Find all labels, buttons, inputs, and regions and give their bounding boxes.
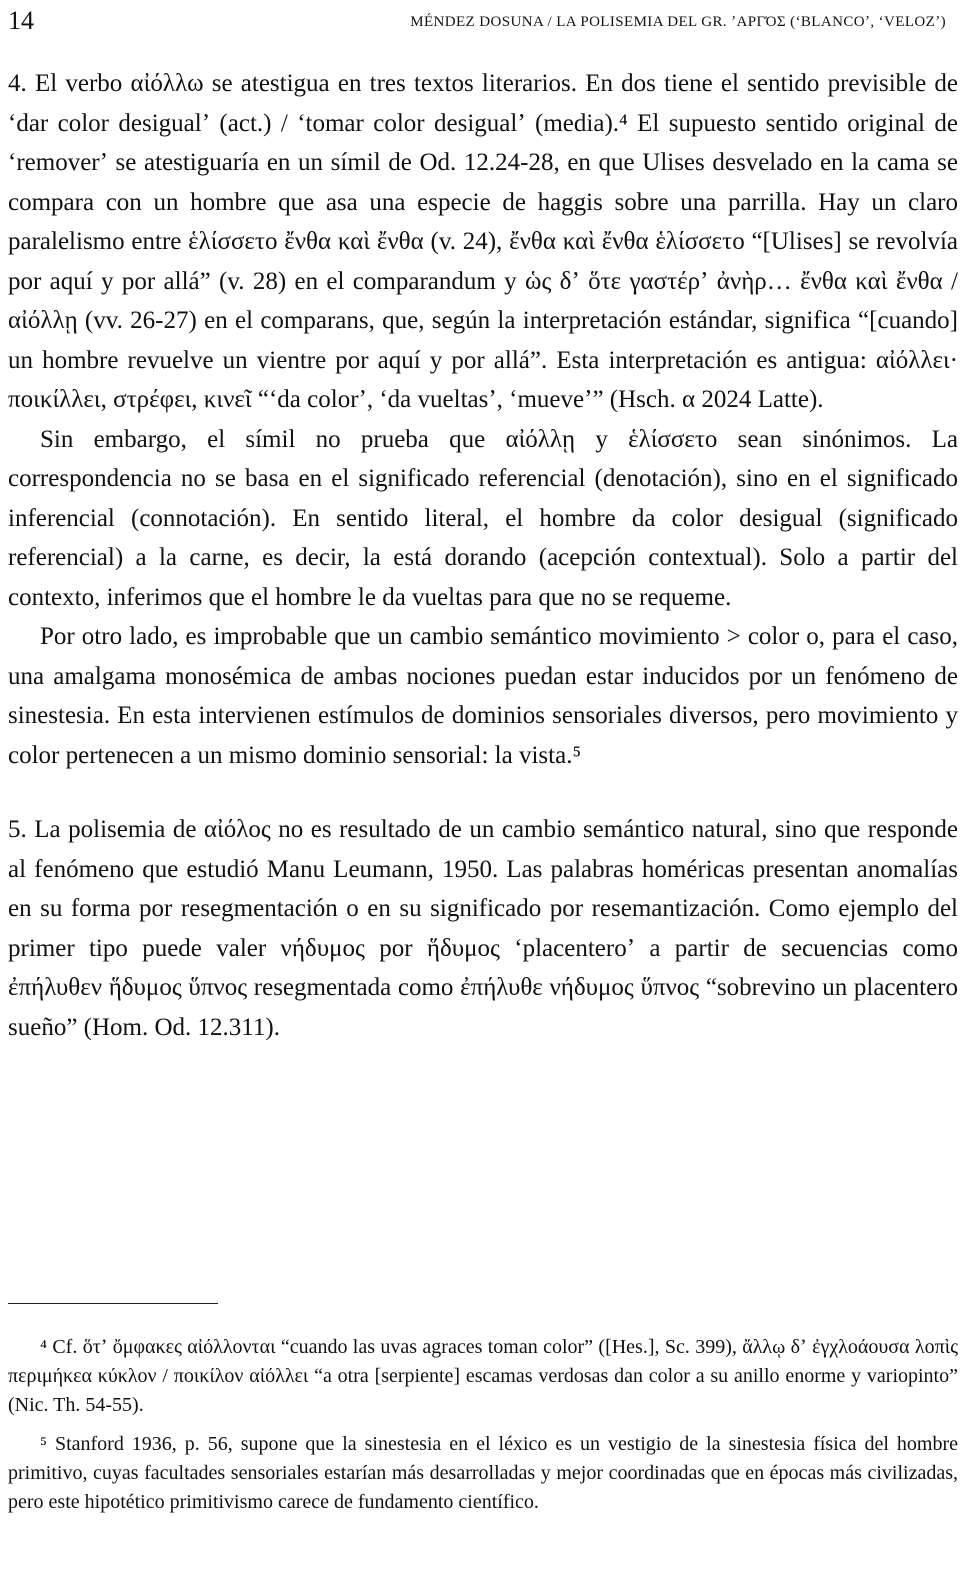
paragraph-section-4: 4. El verbo αἰόλλω se atestigua en tres textos literarios. En dos tiene el sentido previsible de ʻdar color desigualʼ (act.) / ʻtomar color desigualʼ (media).⁴ El supuesto sentido original de ʻremoverʼ se atestiguaría en un símil de Od. 12.24-28, en que Ulises desvelado en la cama se compara con un hombre que asa una especie de haggis sobre una parrilla. Hay un claro paralelismo entre ἑλίσσετο ἔνθα καὶ ἔνθα (v. 24), ἔνθα καὶ ἔνθα ἑλίσσετο “[Ulises] se revolvía por aquí y por allá” (v. 28) en el comparandum y ὡς δʼ ὅτε γαστέρʼ ἀνὴρ… ἔνθα καὶ ἔνθα / αἰόλλῃ (vv. 26-27) en el comparans, que, según la interpretación estándar, significa “[cuando] un hombre revuelve un vientre por aquí y por allá”. Esta interpretación es antigua: αἰόλλει· ποικίλλει, στρέφει, κινεῖ “ʻda colorʼ, ʻda vueltasʼ, ʻmueveʼ” (Hsch. α 2024 Latte). [8,70,958,413]
running-title: MÉNDEZ DOSUNA / LA POLISEMIA DEL GR. ʼΑΡΓΌΣ (ʻBLANCOʼ, ʻVELOZʼ) [410,14,946,30]
paragraph-synesthesia: Por otro lado, es improbable que un cambio semántico movimiento > color o, para el caso, una amalgama monosémica de ambas nociones puedan estar inducidos por un fenómeno de sinestesia. En esta intervienen estímulos de dominios sensoriales diversos, pero movimiento y color pertenecen a un mismo dominio sensorial: la vista.⁵ [8,623,958,769]
page-header [8,6,958,38]
footnote-separator [8,1303,218,1304]
paragraph-section-5: 5. La polisemia de αἰόλος no es resultado de un cambio semántico natural, sino que responde al fenómeno que estudió Manu Leumann, 1950. Las palabras homéricas presentan anomalías en su forma por resegmentación o en su significado por resemantización. Como ejemplo del primer tipo puede valer νήδυμος por ἥδυμος ʻplacenteroʼ a partir de secuencias como ἐπήλυθεν ἥδυμος ὕπνος resegmentada como ἐπήλυθε νήδυμος ὕπνος “sobrevino un placentero sueño” (Hom. Od. 12.311). [8,816,958,1041]
main-text [8,64,958,1047]
footnote-5: ⁵ Stanford 1936, p. 56, supone que la sinestesia en el léxico es un vestigio de la sinestesia física del hombre primitivo, cuyas facultades sensoriales estarían más desarrolladas y mejor coordinadas que en épocas más civilizadas, pero este hipotético primitivismo carece de fundamento científico. [8,1433,958,1513]
footnote-4: ⁴ Cf. ὅτʼ ὄμφακες αἰόλλονται “cuando las uvas agraces toman color” ([Hes.], Sc. 399), ἄλλῳ δʼ ἐγχλοάουσα λοπὶς περιμήκεα κύκλον / ποικίλον αἰόλλει “a otra [serpiente] escamas verdosas dan color a su anillo enorme y variopinto” (Nic. Th. 54-55). [8,1336,958,1416]
paragraph-simile: Sin embargo, el símil no prueba que αἰόλλῃ y ἑλίσσετο sean sinónimos. La correspondencia no se basa en el significado referencial (denotación), sino en el significado inferencial (connotación). En sentido literal, el hombre da color desigual (significado referencial) a la carne, es decir, la está dorando (acepción contextual). Solo a partir del contexto, inferimos que el hombre le da vueltas para que no se requeme. [8,425,958,611]
footnotes [8,1333,958,1527]
page-number: 14 [8,6,34,35]
